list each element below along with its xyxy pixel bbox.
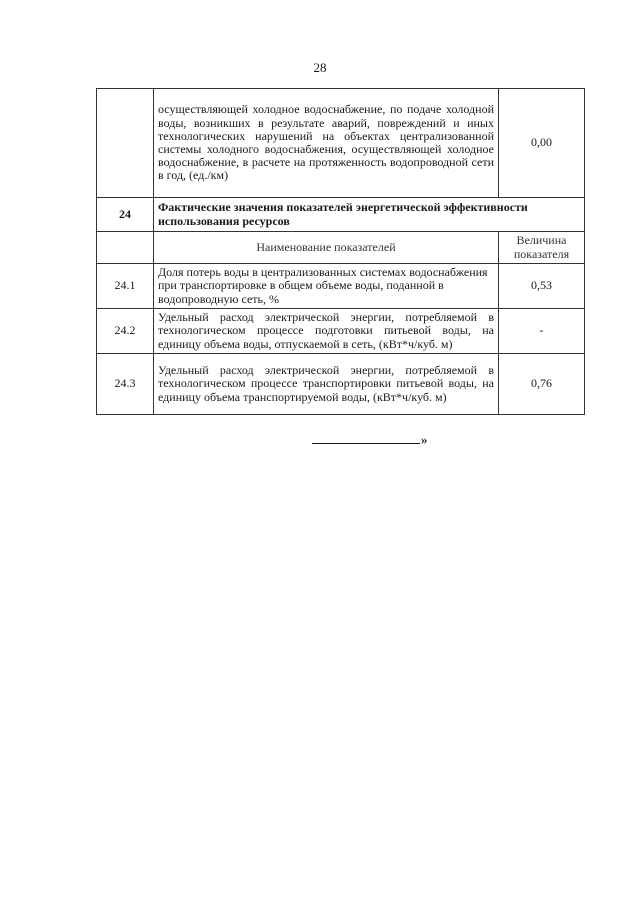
indicator-value-cell: - <box>499 309 585 354</box>
closing-mark <box>312 432 428 448</box>
section-title: Фактические значения показателей энергетической эффективности использования ресурсов <box>154 198 585 232</box>
row-number-cell: 24.1 <box>97 264 154 309</box>
table-row <box>97 354 585 415</box>
indicator-name-cell: Удельный расход электрической энергии, потребляемой в технологическом процессе транспортировки питьевой воды, на единицу объема транспортируемой воды, (кВт*ч/куб. м) <box>154 354 499 415</box>
section-number: 24 <box>97 198 154 232</box>
table-row <box>97 264 585 309</box>
indicator-name-cell: Доля потерь воды в централизованных системах водоснабжения при транспортировке в общем объеме воды, поданной в водопроводную сеть, % <box>154 264 499 309</box>
header-value-cell: Величина показателя <box>499 232 585 264</box>
table-row <box>97 309 585 354</box>
indicator-name-cell: Удельный расход электрической энергии, потребляемой в технологическом процессе подготовки питьевой воды, на единицу объема воды, отпускаемой в сеть, (кВт*ч/куб. м) <box>154 309 499 354</box>
indicator-value-cell: 0,53 <box>499 264 585 309</box>
table-header-row <box>97 232 585 264</box>
table-row <box>97 89 585 198</box>
row-number-cell <box>97 89 154 198</box>
indicators-table <box>96 88 585 415</box>
signature-line <box>312 432 420 444</box>
page-number: 28 <box>313 60 327 75</box>
section-row <box>97 198 585 232</box>
header-name-cell: Наименование показателей <box>154 232 499 264</box>
header-number-cell <box>97 232 154 264</box>
indicator-name-cell: осуществляющей холодное водоснабжение, по подаче холодной воды, возникших в результате аварий, повреждений и иных технологических нарушений на объектах централизованной системы холодного водоснабжения, осуществляющей холодное водоснабжение, в расчете на протяженность водопроводной сети в год, (ед./км) <box>154 89 499 198</box>
indicator-value-cell: 0,76 <box>499 354 585 415</box>
row-number-cell: 24.3 <box>97 354 154 415</box>
indicator-value-cell: 0,00 <box>499 89 585 198</box>
closing-quote: » <box>421 432 428 447</box>
row-number-cell: 24.2 <box>97 309 154 354</box>
